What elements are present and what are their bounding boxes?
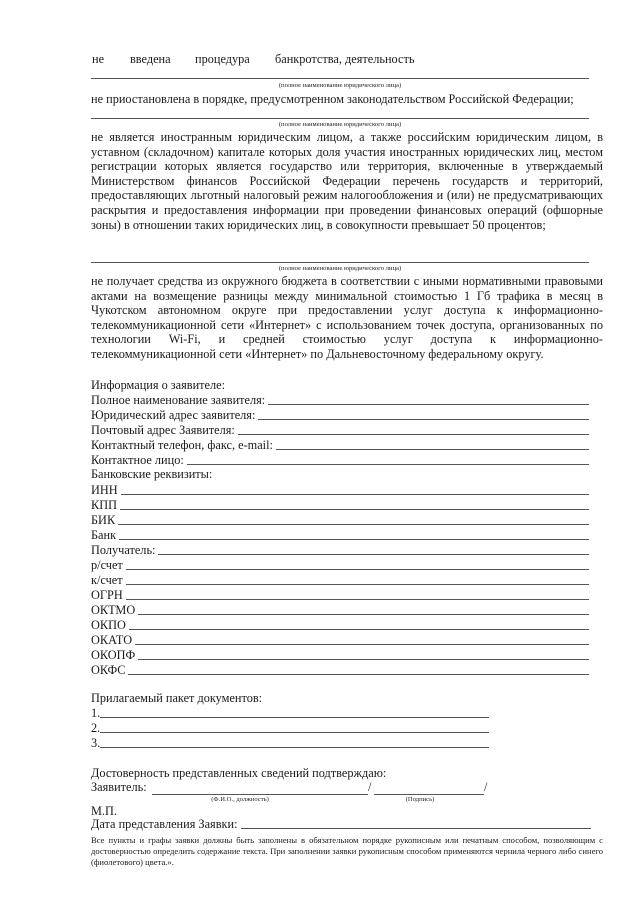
field-input-line[interactable]: [121, 483, 589, 495]
field-label: Контактное лицо:: [91, 453, 184, 467]
top-line-word-4: банкротства, деятельность: [275, 52, 415, 66]
applicant-signature-line[interactable]: [374, 794, 484, 795]
separator-slash-1: /: [368, 780, 372, 794]
field-input-line[interactable]: [135, 633, 589, 645]
legal-name-caption-3: (полное наименование юридического лица): [278, 265, 402, 272]
submission-date-row: [91, 816, 591, 831]
field-label: БИК: [91, 513, 116, 527]
field-label: к/счет: [91, 573, 123, 587]
field-label: Контактный телефон, факс, e-mail:: [91, 438, 273, 452]
document-item-1: [91, 705, 489, 720]
document-item-2: [91, 720, 489, 735]
field-label: ОКОПФ: [91, 648, 136, 662]
document-input-line[interactable]: [100, 736, 489, 748]
field-contacts: [91, 437, 589, 452]
applicant-name-position-line[interactable]: [152, 794, 368, 795]
documents-heading: Прилагаемый пакет документов:: [91, 691, 263, 705]
legal-name-caption-1: (полное наименование юридического лица): [278, 82, 402, 89]
legal-name-line-2[interactable]: [91, 118, 589, 119]
field-input-line[interactable]: [238, 423, 589, 435]
name-position-caption: (Ф.И.О., должность): [211, 796, 269, 803]
bank-field-kpp: [91, 497, 589, 512]
bank-field-settlement-account: [91, 557, 589, 572]
field-input-line[interactable]: [138, 648, 589, 660]
field-input-line[interactable]: [126, 558, 589, 570]
bank-field-okato: [91, 632, 589, 647]
confirmation-text: Достоверность представленных сведений подтверждаю:: [91, 766, 387, 780]
footnote-instructions: Все пункты и графы заявки должны быть заполнены в обязательном порядке рукописным или печатным способом, позволяющим с достоверностью определить содержание текста. При заполнении заявки рукописным способом применяются чернила черного либо синего (фиолетового) цвета.».: [91, 835, 603, 867]
applicant-signature-label: Заявитель:: [91, 780, 147, 794]
field-input-line[interactable]: [129, 618, 589, 630]
document-input-line[interactable]: [100, 706, 489, 718]
field-label: ОКТМО: [91, 603, 136, 617]
not-suspended-line: не приостановлена в порядке, предусмотренном законодательством Российской Федерации;: [91, 92, 574, 106]
field-legal-address: [91, 407, 589, 422]
field-label: Банк: [91, 528, 117, 542]
field-label: р/счет: [91, 558, 123, 572]
legal-name-caption-2: (полное наименование юридического лица): [278, 121, 402, 128]
field-label: Получатель:: [91, 543, 156, 557]
document-number: 1.: [91, 706, 101, 720]
field-input-line[interactable]: [268, 393, 589, 405]
document-number: 3.: [91, 736, 101, 750]
field-label: ОКФС: [91, 663, 126, 677]
top-line-word-3: процедура: [195, 52, 250, 66]
field-label: Почтовый адрес Заявителя:: [91, 423, 235, 437]
field-label: ИНН: [91, 483, 118, 497]
bank-field-recipient: [91, 542, 589, 557]
signature-caption: (Подпись): [405, 796, 435, 803]
field-label: Полное наименование заявителя:: [91, 393, 266, 407]
field-postal-address: [91, 422, 589, 437]
field-full-name: [91, 392, 589, 407]
document-item-3: [91, 735, 489, 750]
field-input-line[interactable]: [128, 663, 589, 675]
legal-name-line-1[interactable]: [91, 78, 589, 79]
bank-field-bik: [91, 512, 589, 527]
field-input-line[interactable]: [138, 603, 589, 615]
field-label: ОКПО: [91, 618, 126, 632]
legal-name-line-3[interactable]: [91, 262, 589, 263]
field-contact-person: [91, 452, 589, 467]
field-input-line[interactable]: [258, 408, 589, 420]
field-input-line[interactable]: [187, 453, 589, 465]
bank-field-okopf: [91, 647, 589, 662]
separator-slash-2: /: [484, 780, 488, 794]
stamp-placeholder: М.П.: [91, 804, 117, 818]
bank-field-inn: [91, 482, 589, 497]
document-input-line[interactable]: [100, 721, 489, 733]
field-input-line[interactable]: [158, 543, 589, 555]
field-input-line[interactable]: [126, 573, 589, 585]
field-input-line[interactable]: [120, 498, 589, 510]
bank-field-ogrn: [91, 587, 589, 602]
bank-field-corr-account: [91, 572, 589, 587]
field-label: Юридический адрес заявителя:: [91, 408, 256, 422]
budget-funds-paragraph: не получает средства из окружного бюджета в соответствии с иными нормативными правовыми актами на возмещение разницы между минимальной стоимостью 1 Гб трафика в месяц в Чукотском автономном округе при предоставлении услуг доступа к информационно-телекоммуникационной сети «Интернет» с использованием точек доступа, организованных по технологии Wi-Fi, и средней стоимостью услуг доступа к информационно-телекоммуникационной сети «Интернет» по Дальневосточному федеральному округу.: [91, 274, 603, 361]
field-input-line[interactable]: [276, 438, 589, 450]
submission-date-input-line[interactable]: [241, 817, 592, 829]
field-input-line[interactable]: [126, 588, 589, 600]
field-label: КПП: [91, 498, 117, 512]
foreign-entity-paragraph: не является иностранным юридическим лицом, а также российским юридическим лицом, в уставном (складочном) капитале которых доля участия иностранных юридических лиц, местом регистрации которых является государство или территория, включенные в утверждаемый Министерством финансов Российской Федерации перечень государств и территорий, предоставляющих льготный налоговый режим налогообложения и (или) не предусматривающих раскрытия и предоставления информации при проведении финансовых операций (офшорные зоны) в отношении таких юридических лиц, в совокупности превышает 50 процентов;: [91, 130, 603, 232]
submission-date-label: Дата представления Заявки:: [91, 817, 238, 831]
bank-heading: Банковские реквизиты:: [91, 467, 213, 481]
bank-field-bank: [91, 527, 589, 542]
bank-field-okfs: [91, 662, 589, 677]
applicant-heading: Информация о заявителе:: [91, 378, 226, 392]
field-label: ОГРН: [91, 588, 123, 602]
top-line-word-1: не: [92, 52, 105, 66]
field-input-line[interactable]: [118, 513, 589, 525]
bank-field-oktmo: [91, 602, 589, 617]
field-input-line[interactable]: [119, 528, 589, 540]
top-line-word-2: введена: [130, 52, 171, 66]
document-number: 2.: [91, 721, 101, 735]
bank-field-okpo: [91, 617, 589, 632]
field-label: ОКАТО: [91, 633, 133, 647]
